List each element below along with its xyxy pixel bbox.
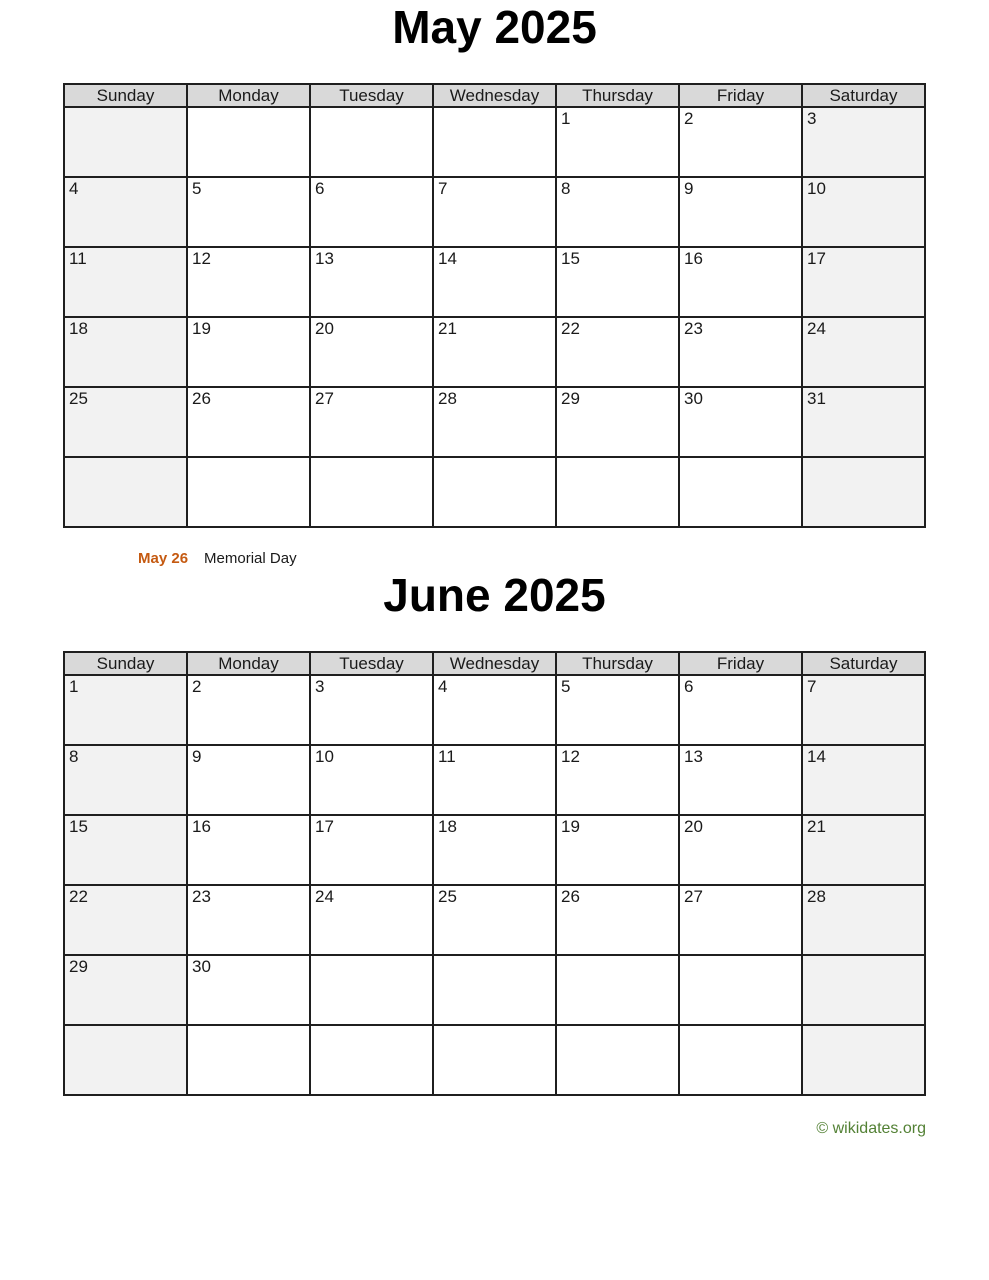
calendar-table-may [63, 83, 926, 528]
day-cell: 4 [433, 675, 556, 745]
day-cell: 27 [310, 387, 433, 457]
empty-day-cell [433, 107, 556, 177]
day-cell: 1 [64, 675, 187, 745]
day-cell: 9 [679, 177, 802, 247]
week-row [64, 955, 925, 1025]
empty-day-cell [679, 955, 802, 1025]
empty-day-cell [187, 457, 310, 527]
weekday-header: Thursday [556, 652, 679, 675]
day-cell: 17 [310, 815, 433, 885]
day-cell: 18 [433, 815, 556, 885]
day-cell: 9 [187, 745, 310, 815]
weekday-header: Wednesday [433, 652, 556, 675]
day-cell: 29 [556, 387, 679, 457]
week-row [64, 177, 925, 247]
weekday-header: Monday [187, 84, 310, 107]
empty-day-cell [679, 1025, 802, 1095]
week-row [64, 745, 925, 815]
day-cell: 19 [556, 815, 679, 885]
empty-day-cell [64, 107, 187, 177]
day-cell: 20 [310, 317, 433, 387]
day-cell: 27 [679, 885, 802, 955]
day-cell: 14 [802, 745, 925, 815]
day-cell: 17 [802, 247, 925, 317]
weekday-header: Tuesday [310, 652, 433, 675]
day-cell: 25 [64, 387, 187, 457]
day-cell: 11 [64, 247, 187, 317]
week-row [64, 815, 925, 885]
day-cell: 15 [64, 815, 187, 885]
day-cell: 8 [64, 745, 187, 815]
day-cell: 4 [64, 177, 187, 247]
empty-day-cell [802, 457, 925, 527]
weekday-header: Sunday [64, 84, 187, 107]
day-cell: 10 [310, 745, 433, 815]
weekday-header: Saturday [802, 84, 925, 107]
month-title-june: June 2025 [383, 569, 606, 622]
week-row [64, 1025, 925, 1095]
day-cell: 22 [64, 885, 187, 955]
empty-day-cell [310, 107, 433, 177]
holiday-note-row [63, 550, 926, 568]
day-cell: 16 [679, 247, 802, 317]
empty-day-cell [556, 457, 679, 527]
empty-day-cell [310, 457, 433, 527]
day-cell: 6 [679, 675, 802, 745]
day-cell: 14 [433, 247, 556, 317]
empty-day-cell [556, 955, 679, 1025]
day-cell: 21 [433, 317, 556, 387]
day-cell: 12 [187, 247, 310, 317]
day-cell: 25 [433, 885, 556, 955]
day-cell: 10 [802, 177, 925, 247]
day-cell: 5 [556, 675, 679, 745]
weekday-header: Tuesday [310, 84, 433, 107]
empty-day-cell [64, 457, 187, 527]
empty-day-cell [556, 1025, 679, 1095]
day-cell: 16 [187, 815, 310, 885]
day-cell: 2 [187, 675, 310, 745]
day-cell: 21 [802, 815, 925, 885]
day-cell: 30 [679, 387, 802, 457]
week-row [64, 387, 925, 457]
day-cell: 3 [802, 107, 925, 177]
day-cell: 15 [556, 247, 679, 317]
day-cell: 26 [556, 885, 679, 955]
day-cell: 13 [310, 247, 433, 317]
day-cell: 30 [187, 955, 310, 1025]
day-cell: 18 [64, 317, 187, 387]
weekday-header-row [64, 652, 925, 675]
weekday-header: Monday [187, 652, 310, 675]
month-title-may: May 2025 [392, 1, 597, 53]
week-row [64, 885, 925, 955]
weekday-header: Friday [679, 84, 802, 107]
day-cell: 7 [433, 177, 556, 247]
day-cell: 22 [556, 317, 679, 387]
week-row [64, 247, 925, 317]
day-cell: 19 [187, 317, 310, 387]
footer-credit[interactable]: © wikidates.org [816, 1120, 926, 1138]
day-cell: 23 [679, 317, 802, 387]
weekday-header: Saturday [802, 652, 925, 675]
day-cell: 26 [187, 387, 310, 457]
day-cell: 6 [310, 177, 433, 247]
weekday-header-row [64, 84, 925, 107]
day-cell: 31 [802, 387, 925, 457]
weekday-header: Friday [679, 652, 802, 675]
day-cell: 3 [310, 675, 433, 745]
day-cell: 2 [679, 107, 802, 177]
day-cell: 23 [187, 885, 310, 955]
day-cell: 29 [64, 955, 187, 1025]
empty-day-cell [310, 1025, 433, 1095]
empty-day-cell [802, 955, 925, 1025]
day-cell: 12 [556, 745, 679, 815]
empty-day-cell [64, 1025, 187, 1095]
holiday-label: Memorial Day [204, 550, 297, 568]
holiday-date: May 26 [138, 550, 189, 568]
week-row [64, 675, 925, 745]
calendar-content [63, 0, 926, 1178]
weekday-header: Thursday [556, 84, 679, 107]
empty-day-cell [433, 955, 556, 1025]
day-cell: 7 [802, 675, 925, 745]
weekday-header: Sunday [64, 652, 187, 675]
empty-day-cell [433, 1025, 556, 1095]
empty-day-cell [187, 1025, 310, 1095]
day-cell: 28 [433, 387, 556, 457]
week-row [64, 457, 925, 527]
day-cell: 20 [679, 815, 802, 885]
calendar-table-june [63, 651, 926, 1096]
day-cell: 11 [433, 745, 556, 815]
empty-day-cell [433, 457, 556, 527]
weekday-header: Wednesday [433, 84, 556, 107]
day-cell: 5 [187, 177, 310, 247]
empty-day-cell [679, 457, 802, 527]
day-cell: 1 [556, 107, 679, 177]
day-cell: 13 [679, 745, 802, 815]
empty-day-cell [310, 955, 433, 1025]
day-cell: 24 [310, 885, 433, 955]
empty-day-cell [802, 1025, 925, 1095]
week-row [64, 107, 925, 177]
day-cell: 28 [802, 885, 925, 955]
week-row [64, 317, 925, 387]
empty-day-cell [187, 107, 310, 177]
day-cell: 24 [802, 317, 925, 387]
day-cell: 8 [556, 177, 679, 247]
